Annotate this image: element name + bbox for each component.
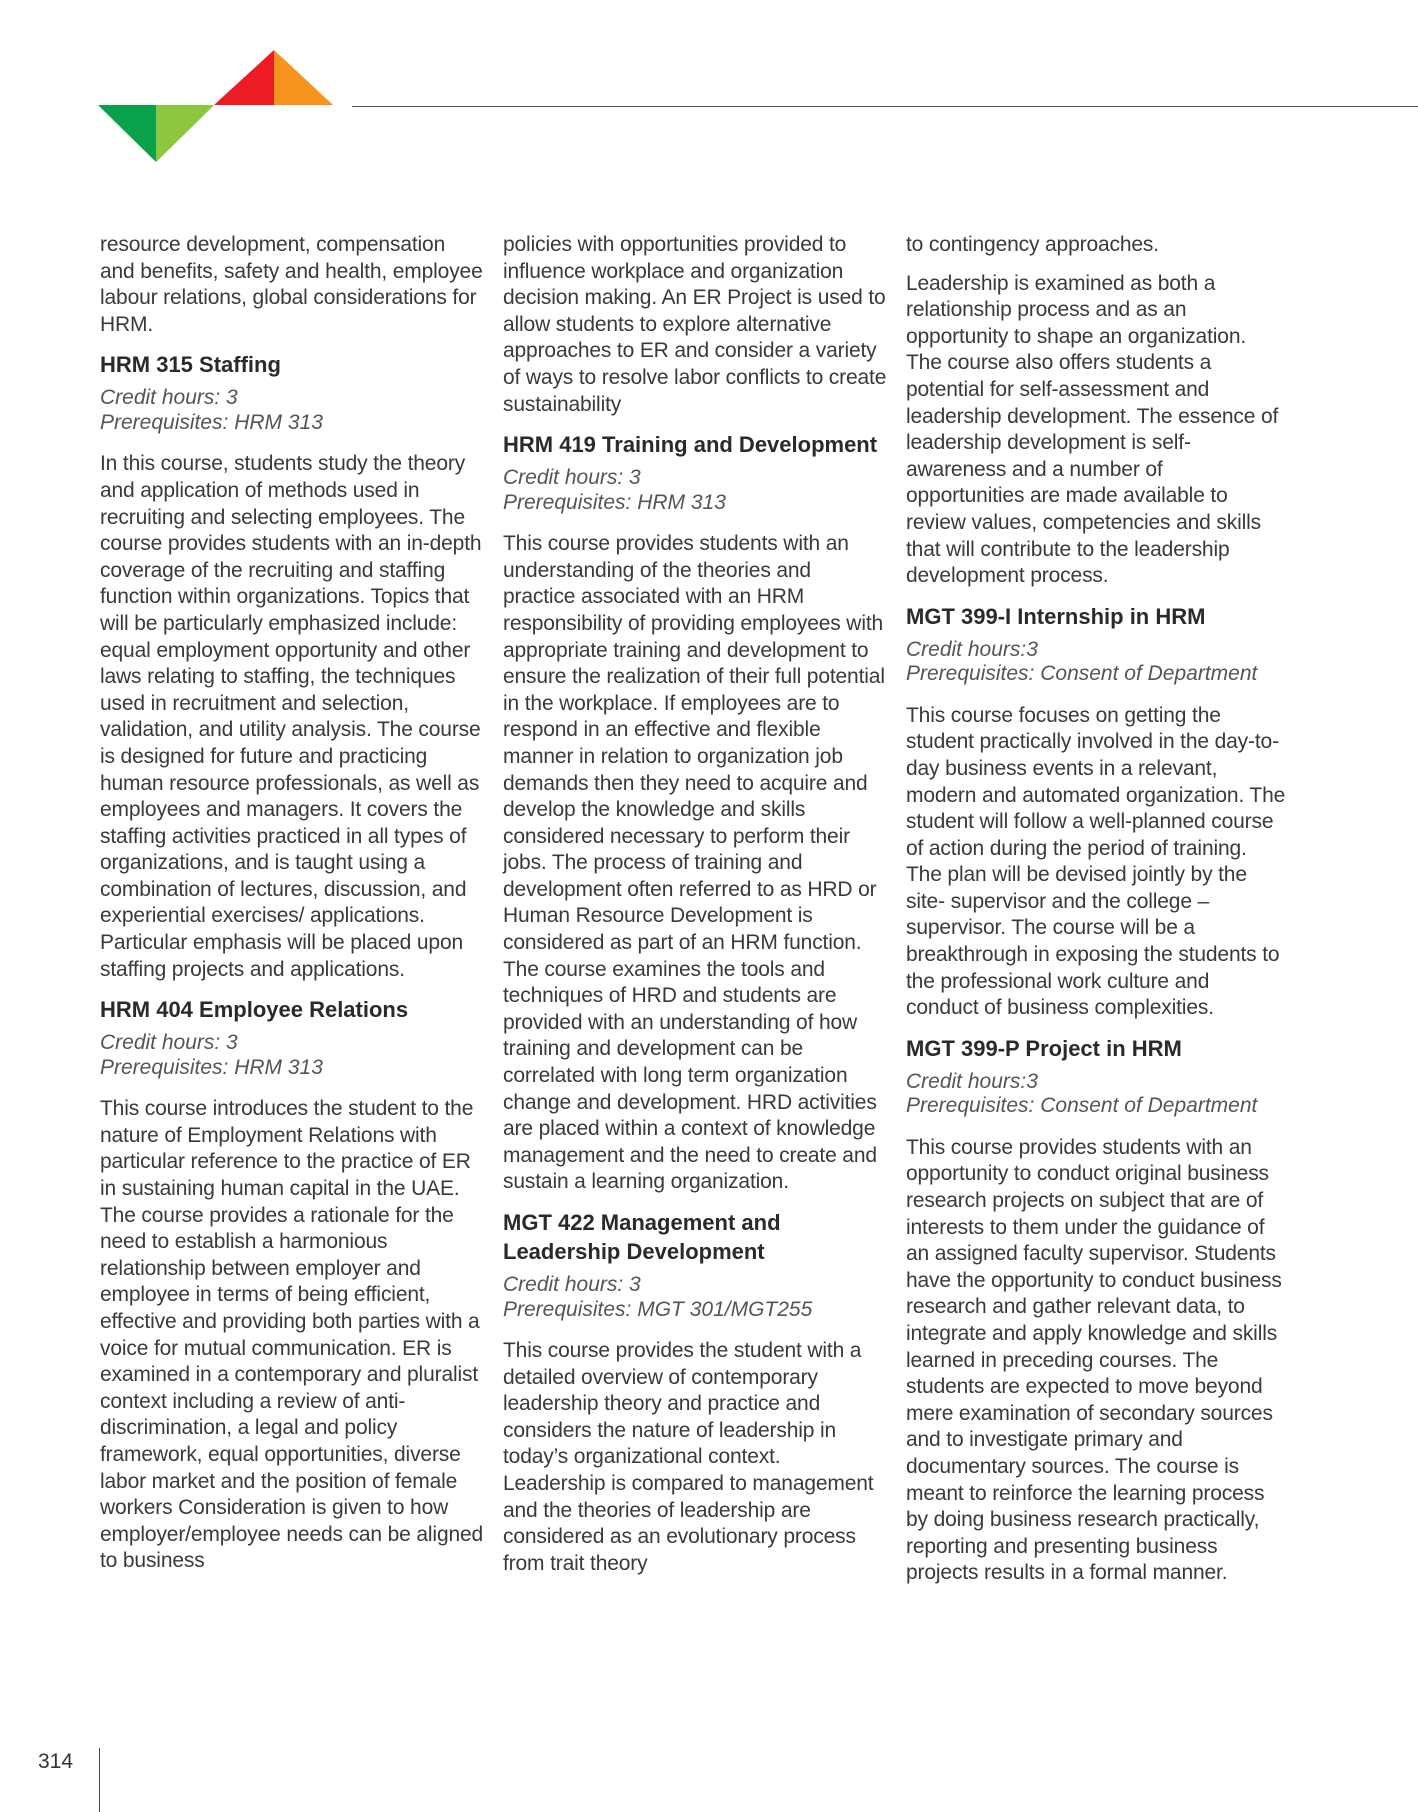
credit-hours: Credit hours: 3	[100, 386, 238, 410]
credit-hours: Credit hours: 3	[503, 466, 641, 490]
credit-hours: Credit hours: 3	[100, 1031, 238, 1055]
course-description: resource development, compensation and benefits, safety and health, employee labour relations, global considerations for HRM.	[100, 233, 483, 336]
course-description: This course focuses on getting the student practically involved in the day-to-day business events in a relevant, modern and automated organization. The student will follow a well-planned course of action during the period of training. The plan will be devised jointly by the site- supervisor and the college –supervisor. The course will be a breakthrough in exposing the students to the professional work culture and conduct of business complexities.	[906, 703, 1286, 1020]
course-description: This course provides students with an opportunity to conduct original business research projects on subject that are of interests to them under the guidance of an assigned faculty supervisor. Students have the opportunity to conduct business research and gather relevant data, to integrate and apply knowledge and skills learned in preceding courses. The students are expected to move beyond mere examination of secondary sources and to investigate primary and documentary sources. The course is meant to reinforce the learning process by doing business research practically, reporting and presenting business projects results in a formal manner.	[906, 1135, 1282, 1585]
credit-hours: Credit hours:3	[906, 1069, 1038, 1093]
course-description: This course introduces the student to the nature of Employment Relations with particular reference to the practice of ER in sustaining human capital in the UAE. The course provides a rationale for the need to establish a harmonious relationship between employer and employee in terms of being efficient, effective and providing both parties with a voice for mutual communication. ER is examined in a contemporary and pluralist context including a review of anti-discrimination, a legal and policy framework, equal opportunities, diverse labor market and the position of female workers Consideration is given to how employer/employee needs can be aligned to business	[100, 1097, 484, 1573]
header-rule	[352, 106, 1418, 107]
course-meta	[906, 638, 1286, 687]
course-description: policies with opportunities provided to influence workplace and organization decision making. An ER Project is used to allow students to explore alternative approaches to ER and consider a variety of ways to resolve labor conflicts to create sustainability	[503, 233, 887, 416]
course-meta	[503, 466, 888, 515]
footer-rule	[99, 1748, 100, 1812]
credit-hours: Credit hours: 3	[503, 1273, 641, 1296]
course-meta	[906, 1070, 1286, 1119]
column-2	[503, 232, 888, 1589]
course-title: MGT 399-I Internship in HRM	[906, 603, 1206, 629]
course-title: MGT 399-P Project in HRM	[906, 1035, 1182, 1061]
prerequisites: Prerequisites: HRM 313	[100, 410, 323, 434]
page-number: 314	[38, 1750, 74, 1773]
course-description: This course provides the student with a detailed overview of contemporary leadership theory and practice and considers the nature of leadership in today’s organizational context. Leadership is compared to management and the theories of leadership are considered as an evolutionary process from trait theory	[503, 1339, 874, 1575]
course-description: to contingency approaches.	[906, 233, 1159, 256]
logo-triangle-lime	[156, 105, 214, 162]
course-meta	[100, 386, 485, 435]
course-description: Leadership is examined as both a relationship process and as an opportunity to shape an organization. The course also offers students a potential for self-assessment and leadership development. The essence of leadership development is self-awareness and a number of opportunities are made available to review values, competencies and skills that will contribute to the leadership development process.	[906, 271, 1279, 588]
course-title: HRM 315 Staffing	[100, 352, 281, 378]
prerequisites: Prerequisites: MGT 301/MGT255	[503, 1297, 813, 1321]
prerequisites: Prerequisites: Consent of Department	[906, 662, 1258, 686]
prerequisites: Prerequisites: HRM 313	[503, 490, 726, 514]
logo-triangles	[98, 50, 338, 165]
credit-hours: Credit hours:3	[906, 637, 1038, 661]
column-3	[906, 232, 1286, 1599]
course-title: MGT 422 Management and Leadership Development	[503, 1210, 781, 1264]
logo-triangle-red	[214, 50, 274, 105]
course-description: This course provides students with an understanding of the theories and practice associated with an HRM responsibility of providing employees with appropriate training and development to ensure the realization of their full potential in the workplace. If employees are to respond in an effective and flexible manner in relation to organization job demands then they need to acquire and develop the knowledge and skills considered necessary to perform their jobs. The process of training and development often referred to as HRD or Human Resource Development is considered as part of an HRM function. The course examines the tools and techniques of HRD and students are provided with an understanding of how training and development can be correlated with long term organization change and development. HRD activities are placed within a context of knowledge management and the need to create and sustain a learning organization.	[503, 532, 885, 1194]
logo-triangle-orange	[274, 50, 333, 105]
course-description: In this course, students study the theory and application of methods used in recruiting and selecting employees. The course provides students with an in-depth coverage of the recruiting and staffing function within organizations. Topics that will be particularly emphasized include: equal employment opportunity and other laws relating to staffing, the techniques used in recruitment and selection, validation, and utility analysis. The course is designed for future and practicing human resource professionals, as well as employees and managers. It covers the staffing activities practiced in all types of organizations, and is taught using a combination of lectures, discussion, and experiential exercises/ applications. Particular emphasis will be placed upon staffing projects and applications.	[100, 452, 482, 981]
prerequisites: Prerequisites: HRM 313	[100, 1055, 323, 1079]
column-1	[100, 232, 485, 1587]
course-meta	[503, 1273, 888, 1322]
course-meta	[100, 1031, 485, 1080]
prerequisites: Prerequisites: Consent of Department	[906, 1094, 1258, 1118]
course-title: HRM 404 Employee Relations	[100, 997, 409, 1023]
course-title: HRM 419 Training and Development	[503, 432, 878, 458]
